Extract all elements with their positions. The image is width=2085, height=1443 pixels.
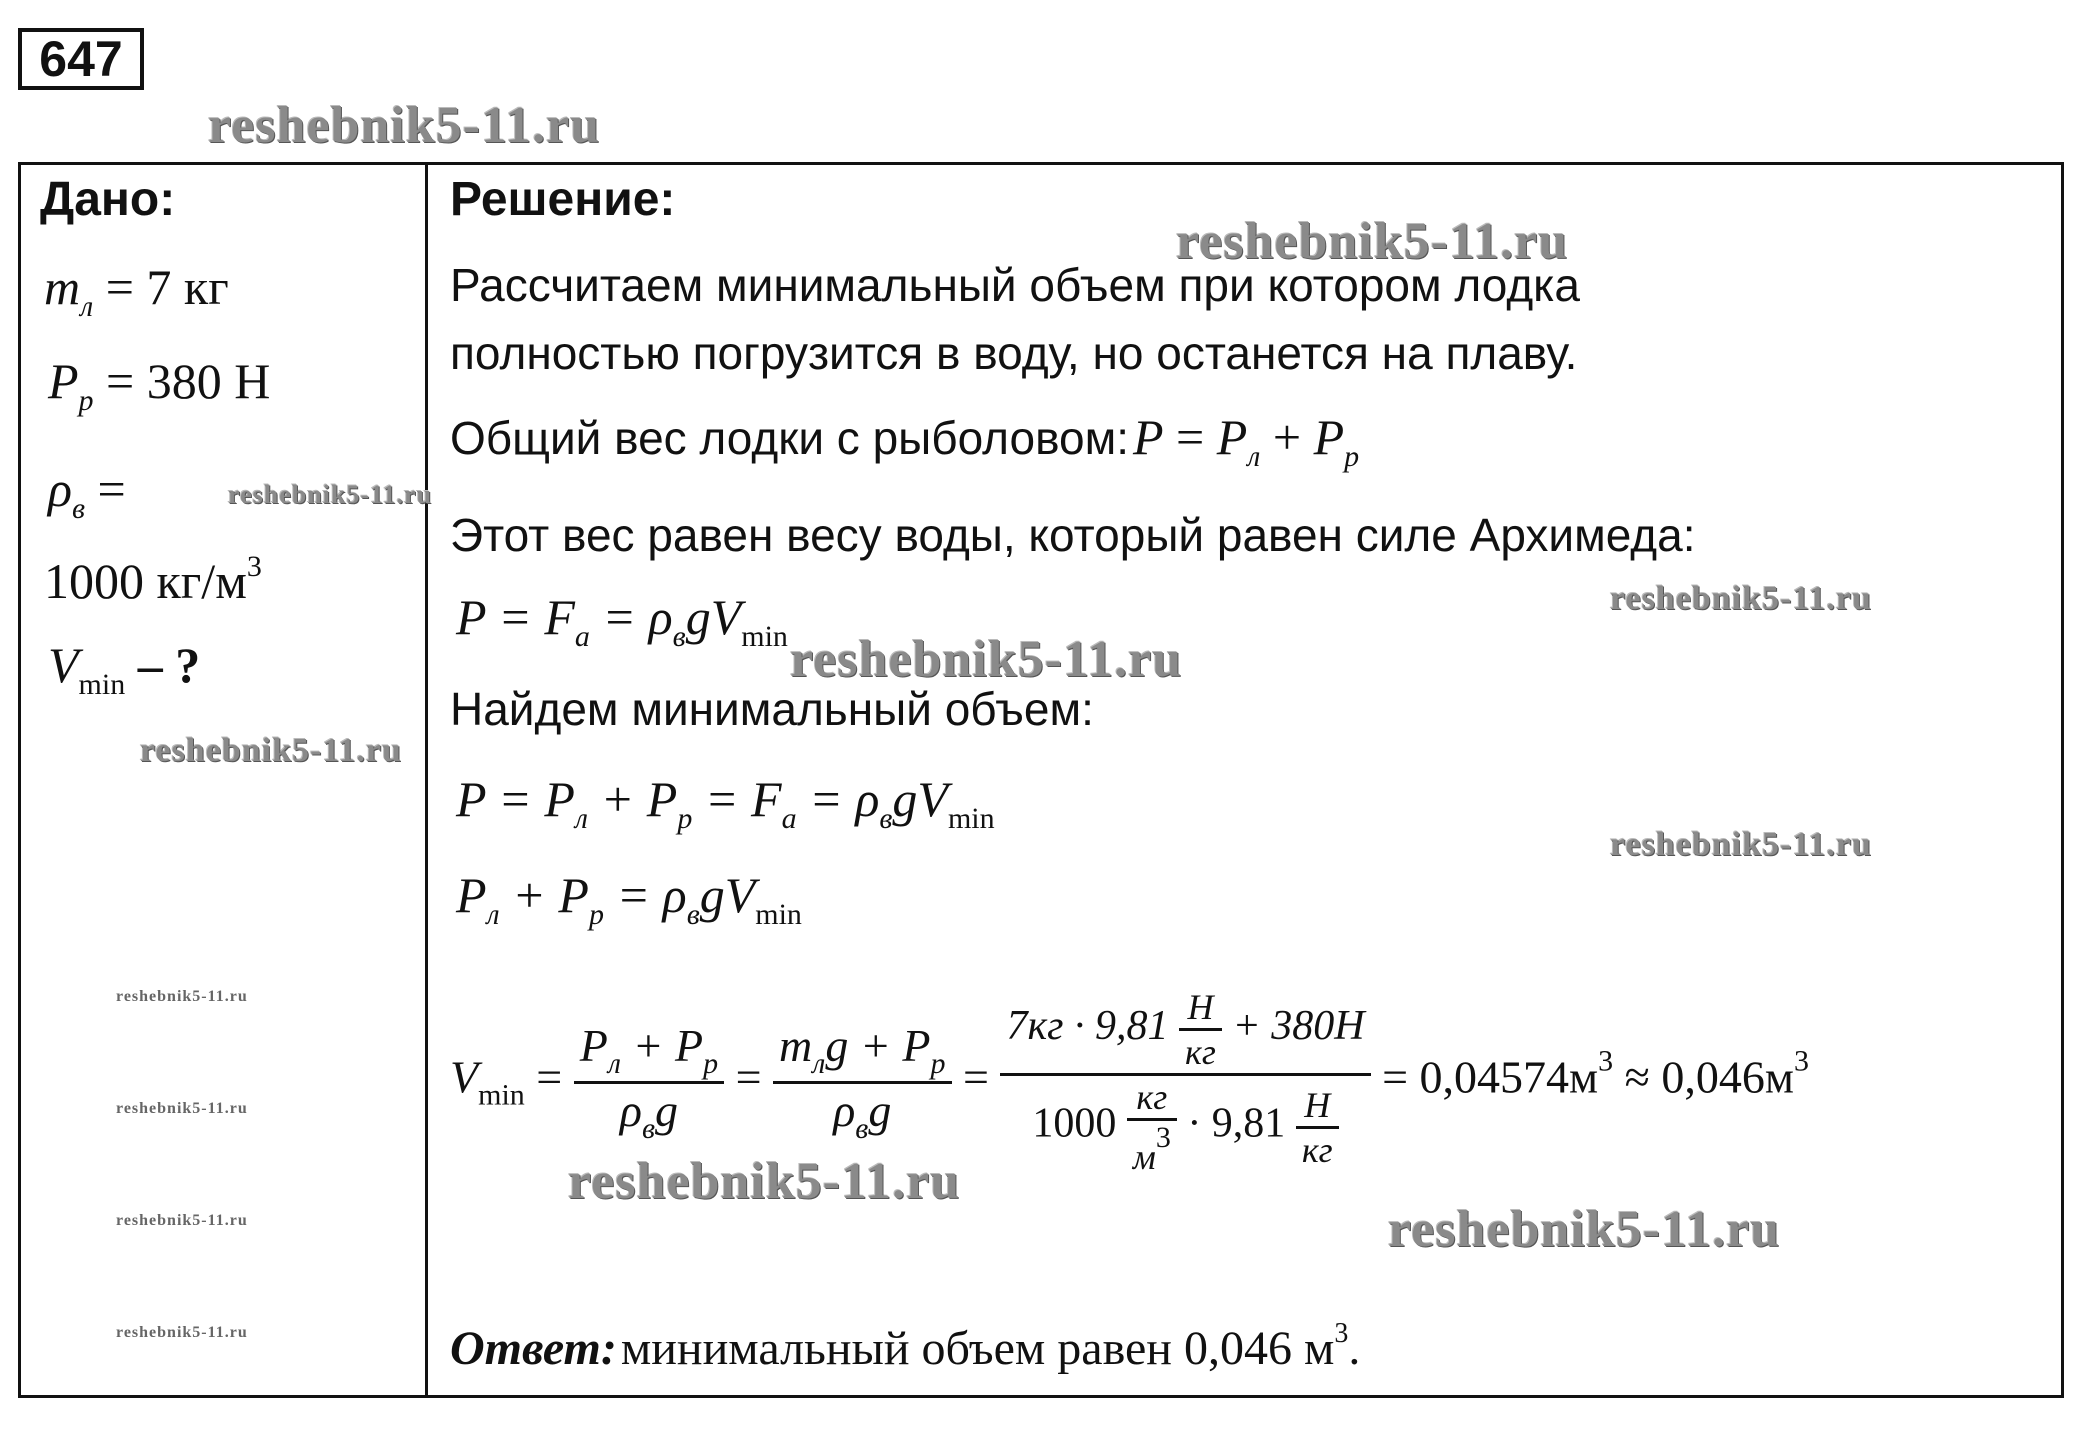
solution-text-line-5: Найдем минимальный объем:	[450, 683, 1094, 735]
problem-number: 647	[18, 28, 144, 90]
watermark: reshebnik5-11.ru	[1388, 1201, 1781, 1258]
formula-total-weight: $P = P_л + P_р$	[1133, 409, 1360, 473]
watermark: reshebnik5-11.ru	[140, 732, 402, 769]
given-title: Дано:	[40, 173, 176, 226]
fraction-2: $\frac{m_лg + P_р}{\rho_вg}$	[773, 1019, 951, 1146]
watermark: reshebnik5-11.ru	[568, 1153, 961, 1210]
solution-text-line-1: Рассчитаем минимальный объем при котором лодка	[450, 259, 1580, 311]
fraction-1: $\frac{P_л + P_р}{\rho_вg}$	[574, 1019, 724, 1146]
formula-weights-equal: $P_л + P_р = \rho_вgV_{min}$	[456, 867, 802, 931]
formula-archimedes: $P = F_а = \rho_вgV_{min}$	[456, 589, 788, 653]
formula-volume-calculation: $V_{min}$ = $\frac{P_л + P_р}{\rho_вg}$ = $\frac{m_лg + P_р}{\rho_вg}$ = 7кг · 9,81 $\frac{Н}{кг}$ + 380Н 1000 $\frac{кг}{м^3}$ · 9,81 $\frac{Н}{кг}$ = $0,04574м^3 \approx 0,046м^3$	[450, 987, 1809, 1177]
given-water-density: $\rho_в$ =	[48, 461, 126, 525]
watermark: reshebnik5-11.ru	[208, 97, 601, 154]
column-divider	[425, 162, 428, 1398]
watermark: reshebnik5-11.ru	[1610, 580, 1872, 617]
watermark: reshebnik5-11.ru	[116, 988, 248, 1005]
answer-line: Ответ: минимальный объем равен 0,046 м3.	[450, 1318, 1361, 1375]
solution-text-line-4: Этот вес равен весу воды, который равен силе Архимеда:	[450, 509, 1696, 561]
watermark: reshebnik5-11.ru	[1176, 213, 1569, 270]
given-boat-mass: $m_л = 7$ кг	[44, 259, 229, 323]
watermark: reshebnik5-11.ru	[790, 631, 1183, 688]
watermark: reshebnik5-11.ru	[1610, 826, 1872, 863]
formula-balance: $P = P_л + P_р = F_а = \rho_вgV_{min}$	[456, 771, 995, 835]
watermark: reshebnik5-11.ru	[228, 480, 433, 509]
watermark: reshebnik5-11.ru	[116, 1100, 248, 1117]
watermark: reshebnik5-11.ru	[116, 1324, 248, 1341]
fraction-3: 7кг · 9,81 $\frac{Н}{кг}$ + 380Н 1000 $\frac{кг}{м^3}$ · 9,81 $\frac{Н}{кг}$	[1000, 986, 1370, 1178]
solution-text-line-2: полностью погрузится в воду, но останется на плаву.	[450, 327, 1578, 379]
given-unknown-volume: $V_{min}$ – ?	[48, 637, 201, 701]
given-fisherman-weight: $P_р = 380$ Н	[48, 353, 271, 417]
watermark: reshebnik5-11.ru	[116, 1212, 248, 1229]
total-weight-line: Общий вес лодки с рыболовом: $P = P_л + P_р$	[450, 409, 1360, 473]
given-water-density-value: 1000 $кг/м^3$	[44, 550, 262, 609]
solution-title: Решение:	[450, 173, 676, 226]
